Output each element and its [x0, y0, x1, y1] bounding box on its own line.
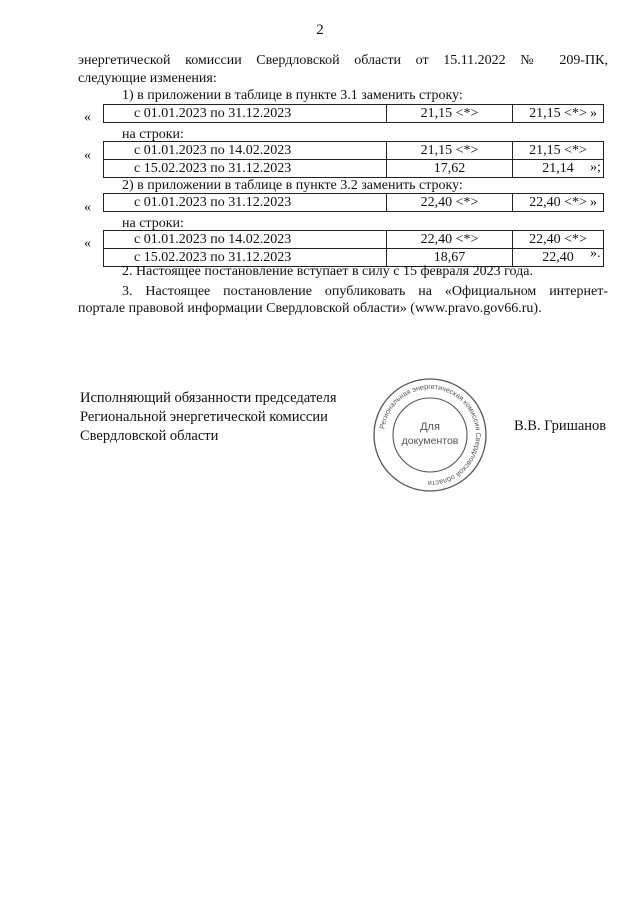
clause-2: 2. Настоящее постановление вступает в силу с 15 февраля 2023 года. [122, 264, 533, 279]
signer-title-line: Региональной энергетической комиссии [80, 409, 328, 425]
intro-line-1: энергетической комиссии Свердловской области от 15.11.2022 № 209-ПК, [78, 53, 608, 68]
table-1-old [103, 104, 604, 123]
signer-title-line: Исполняющий обязанности председателя [80, 390, 337, 406]
close-quote-period: ». [590, 246, 601, 261]
table-cell: с 15.02.2023 по 31.12.2023 [104, 249, 387, 267]
signer-name: В.В. Гришанов [514, 418, 607, 434]
table-cell: с 01.01.2023 по 31.12.2023 [104, 194, 387, 212]
table-cell: с 01.01.2023 по 31.12.2023 [104, 105, 387, 123]
close-quote-semicolon: »; [590, 160, 601, 175]
table-cell: 21,15 <*> [387, 105, 513, 123]
table-cell: 22,40 <*> [513, 194, 604, 212]
stamp-center-line-1: Для [420, 421, 440, 433]
table-2-new [103, 230, 604, 267]
table-cell: с 01.01.2023 по 14.02.2023 [104, 142, 387, 160]
table-cell: 22,40 <*> [387, 194, 513, 212]
table-cell: с 15.02.2023 по 31.12.2023 [104, 160, 387, 178]
official-stamp [372, 377, 488, 493]
table-1-new [103, 141, 604, 178]
table-2-old [103, 193, 604, 212]
clause-3-line-2: портале правовой информации Свердловской области» (www.pravo.gov66.ru). [78, 301, 542, 316]
signer-title-line: Свердловской области [80, 428, 219, 444]
table-cell: 22,40 [513, 249, 604, 267]
page-number: 2 [316, 22, 324, 38]
replace-with-text: на строки: [122, 216, 184, 231]
table-cell: 22,40 <*> [513, 231, 604, 249]
item-2-text: 2) в приложении в таблице в пункте 3.2 заменить строку: [122, 178, 463, 193]
table-row [104, 142, 604, 160]
table-row [104, 105, 604, 123]
close-quote: » [590, 106, 597, 121]
intro-line-2: следующие изменения: [78, 71, 217, 86]
open-quote: « [84, 148, 91, 163]
table-cell: с 01.01.2023 по 14.02.2023 [104, 231, 387, 249]
close-quote: » [590, 195, 597, 210]
open-quote: « [84, 110, 91, 125]
replace-with-text: на строки: [122, 127, 184, 142]
signer-title [80, 389, 337, 446]
item-1-text: 1) в приложении в таблице в пункте 3.1 заменить строку: [122, 88, 463, 103]
table-cell: 22,40 <*> [387, 231, 513, 249]
open-quote: « [84, 200, 91, 215]
table-row [104, 194, 604, 212]
table-cell: 21,15 <*> [513, 105, 604, 123]
open-quote: « [84, 236, 91, 251]
table-cell: 17,62 [387, 160, 513, 178]
table-cell: 21,15 <*> [387, 142, 513, 160]
stamp-ring-text: Региональная энергетическая комиссия Свердловской области [377, 381, 484, 489]
stamp-center-line-2: документов [401, 435, 459, 447]
table-cell: 21,15 <*> [513, 142, 604, 160]
table-cell: 21,14 [513, 160, 604, 178]
table-row [104, 231, 604, 249]
table-cell: 18,67 [387, 249, 513, 267]
clause-3-line-1: 3. Настоящее постановление опубликовать на «Официальном интернет- [122, 284, 608, 299]
table-row [104, 160, 604, 178]
